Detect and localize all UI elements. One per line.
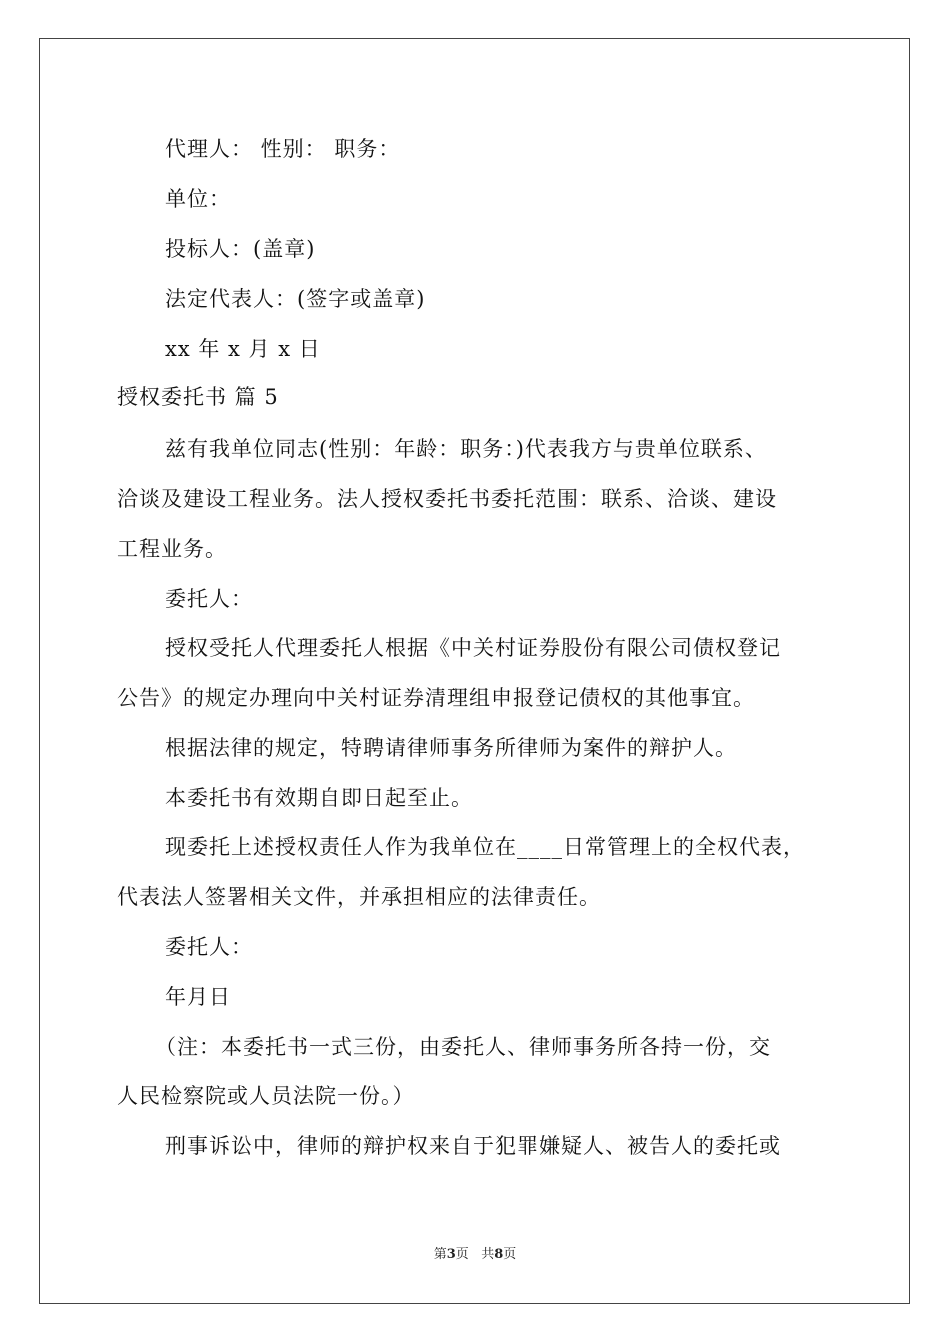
paragraph-line: 现委托上述授权责任人作为我单位在____日常管理上的全权代表， — [165, 835, 805, 859]
page-footer — [0, 1246, 950, 1264]
legal-rep-line: 法定代表人：(签字或盖章) — [165, 287, 426, 311]
date-line: 年月日 — [165, 985, 231, 1009]
paragraph-line: 代表法人签署相关文件，并承担相应的法律责任。 — [117, 885, 601, 909]
paragraph-line: 授权受托人代理委托人根据《中关村证券股份有限公司债权登记 — [165, 636, 781, 660]
total-prefix: 共 — [481, 1247, 495, 1262]
date-line: xx 年 x 月 x 日 — [165, 337, 321, 361]
agent-info-line: 代理人： 性别： 职务： — [165, 137, 401, 161]
page-suffix: 页 — [455, 1247, 469, 1262]
paragraph-line: 工程业务。 — [117, 537, 227, 561]
note-line: （注：本委托书一式三份，由委托人、律师事务所各持一份，交 — [155, 1035, 771, 1059]
page-number: 3 — [446, 1247, 456, 1262]
paragraph-line: 根据法律的规定，特聘请律师事务所律师为案件的辩护人。 — [165, 736, 737, 760]
page-border — [39, 38, 910, 1304]
paragraph-line: 公告》的规定办理向中关村证券清理组申报登记债权的其他事宜。 — [117, 686, 755, 710]
total-suffix: 页 — [503, 1247, 517, 1262]
unit-line: 单位： — [165, 187, 231, 211]
total-pages: 8 — [494, 1247, 504, 1262]
paragraph-line: 洽谈及建设工程业务。法人授权委托书委托范围：联系、洽谈、建设 — [117, 487, 777, 511]
principal-line: 委托人： — [165, 587, 253, 611]
page-prefix: 第 — [433, 1247, 447, 1262]
section-title: 授权委托书 篇 5 — [117, 385, 279, 409]
paragraph-line: 兹有我单位同志(性别：年龄：职务：)代表我方与贵单位联系、 — [165, 437, 767, 461]
paragraph-line: 刑事诉讼中，律师的辩护权来自于犯罪嫌疑人、被告人的委托或 — [165, 1134, 781, 1158]
paragraph-line: 本委托书有效期自即日起至止。 — [165, 786, 473, 810]
note-line: 人民检察院或人员法院一份。） — [117, 1084, 415, 1108]
bidder-line: 投标人：(盖章) — [165, 237, 316, 261]
principal-line: 委托人： — [165, 935, 253, 959]
